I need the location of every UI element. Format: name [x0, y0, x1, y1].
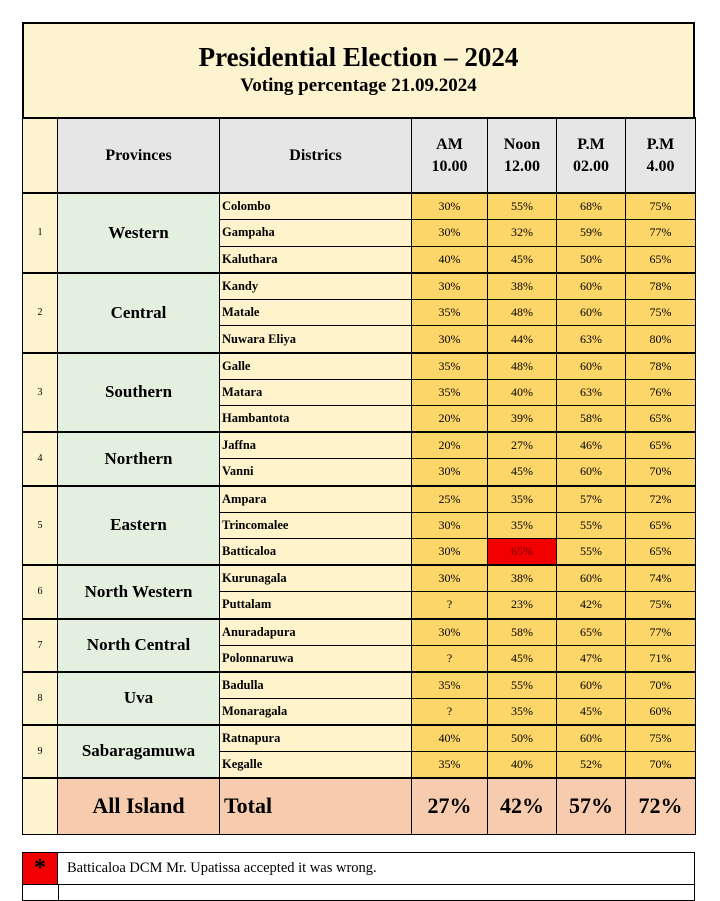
table-body [23, 193, 696, 778]
province-number: 7 [23, 619, 58, 672]
value-pm4: 76% [626, 379, 696, 406]
district-name: Galle [220, 353, 412, 380]
district-name: Jaffna [220, 432, 412, 459]
value-pm2: 60% [557, 299, 626, 326]
table-row [23, 353, 696, 380]
province-name: Uva [58, 672, 220, 725]
district-name: Kaluthara [220, 246, 412, 273]
value-noon: 48% [488, 353, 557, 380]
value-pm2: 52% [557, 751, 626, 778]
table-row [23, 273, 696, 300]
total-label: All Island [58, 778, 220, 834]
province-name: Northern [58, 432, 220, 485]
value-am: 35% [412, 379, 488, 406]
province-number: 9 [23, 725, 58, 778]
header-pm4-label: P.M [646, 135, 675, 153]
value-pm4: 77% [626, 619, 696, 646]
value-am: 30% [412, 326, 488, 353]
value-pm2: 59% [557, 220, 626, 247]
province-number: 2 [23, 273, 58, 353]
district-name: Badulla [220, 672, 412, 699]
total-am: 27% [412, 778, 488, 834]
header-noon-time: 12.00 [504, 157, 540, 175]
province-name: Sabaragamuwa [58, 725, 220, 778]
total-noon: 42% [488, 778, 557, 834]
province-name: Eastern [58, 486, 220, 566]
value-pm4: 72% [626, 486, 696, 513]
value-noon: 32% [488, 220, 557, 247]
value-noon: 45% [488, 459, 557, 486]
value-am: 30% [412, 565, 488, 592]
province-number: 3 [23, 353, 58, 433]
district-name: Puttalam [220, 592, 412, 619]
value-pm2: 42% [557, 592, 626, 619]
value-noon: 48% [488, 299, 557, 326]
asterisk-marker: * [23, 853, 58, 884]
province-number: 4 [23, 432, 58, 485]
value-am: ? [412, 592, 488, 619]
value-noon: 40% [488, 751, 557, 778]
total-number-cell [23, 778, 58, 834]
value-am: 30% [412, 220, 488, 247]
value-pm4: 75% [626, 592, 696, 619]
value-am: 30% [412, 539, 488, 566]
header-pm2 [557, 118, 626, 193]
district-name: Hambantota [220, 406, 412, 433]
province-number: 6 [23, 565, 58, 618]
value-noon: 35% [488, 486, 557, 513]
value-pm2: 65% [557, 619, 626, 646]
table-row [23, 193, 696, 220]
value-pm2: 47% [557, 645, 626, 672]
value-noon: 35% [488, 512, 557, 539]
table-row [23, 486, 696, 513]
table-row [23, 432, 696, 459]
table-header-row [23, 118, 696, 193]
value-pm4: 78% [626, 353, 696, 380]
value-am: 40% [412, 725, 488, 752]
value-am: 30% [412, 619, 488, 646]
header-pm4-time: 4.00 [646, 157, 675, 175]
page-subtitle: Voting percentage 21.09.2024 [240, 75, 477, 96]
value-noon: 55% [488, 193, 557, 220]
total-pm4: 72% [626, 778, 696, 834]
value-am: 35% [412, 299, 488, 326]
footnote-divider [23, 884, 694, 885]
footnote-column-divider [58, 885, 59, 901]
province-number: 8 [23, 672, 58, 725]
value-pm4: 65% [626, 539, 696, 566]
value-am: 30% [412, 273, 488, 300]
sheet-header [22, 22, 695, 117]
value-am: 30% [412, 512, 488, 539]
district-name: Vanni [220, 459, 412, 486]
value-am: 35% [412, 751, 488, 778]
election-sheet [22, 22, 695, 835]
district-name: Kurunagala [220, 565, 412, 592]
district-name: Matara [220, 379, 412, 406]
value-noon: 44% [488, 326, 557, 353]
province-number: 1 [23, 193, 58, 273]
value-am: 40% [412, 246, 488, 273]
header-pm4 [626, 118, 696, 193]
value-pm4: 77% [626, 220, 696, 247]
page-title: Presidential Election – 2024 [198, 42, 519, 72]
value-pm2: 63% [557, 326, 626, 353]
value-pm4: 75% [626, 193, 696, 220]
value-noon: 35% [488, 698, 557, 725]
value-pm2: 55% [557, 539, 626, 566]
district-name: Ampara [220, 486, 412, 513]
value-noon: 45% [488, 246, 557, 273]
district-name: Batticaloa [220, 539, 412, 566]
value-pm2: 68% [557, 193, 626, 220]
value-pm4: 65% [626, 432, 696, 459]
value-noon: 50% [488, 725, 557, 752]
value-pm4: 78% [626, 273, 696, 300]
value-pm4: 60% [626, 698, 696, 725]
header-am-label: AM [436, 135, 463, 153]
value-pm4: 74% [626, 565, 696, 592]
value-pm4: 70% [626, 751, 696, 778]
value-am: ? [412, 698, 488, 725]
district-name: Polonnaruwa [220, 645, 412, 672]
header-noon-label: Noon [503, 135, 541, 153]
value-pm2: 63% [557, 379, 626, 406]
value-pm4: 80% [626, 326, 696, 353]
table-row [23, 619, 696, 646]
value-am: ? [412, 645, 488, 672]
value-pm2: 50% [557, 246, 626, 273]
value-am: 30% [412, 459, 488, 486]
value-noon: 58% [488, 619, 557, 646]
district-name: Gampaha [220, 220, 412, 247]
header-noon [488, 118, 557, 193]
table-row [23, 725, 696, 752]
province-name: Western [58, 193, 220, 273]
district-name: Matale [220, 299, 412, 326]
value-pm2: 55% [557, 512, 626, 539]
value-pm4: 71% [626, 645, 696, 672]
table-row [23, 672, 696, 699]
footnote-box [22, 852, 695, 901]
district-name: Monaragala [220, 698, 412, 725]
footnote-text: Batticaloa DCM Mr. Upatissa accepted it was wrong. [67, 860, 377, 876]
district-name: Nuwara Eliya [220, 326, 412, 353]
header-pm2-label: P.M [577, 135, 605, 153]
header-pm2-time: 02.00 [573, 157, 609, 175]
province-name: Southern [58, 353, 220, 433]
value-am: 20% [412, 432, 488, 459]
value-pm4: 65% [626, 246, 696, 273]
table-row [23, 565, 696, 592]
district-name: Trincomalee [220, 512, 412, 539]
header-am [412, 118, 488, 193]
value-am: 35% [412, 353, 488, 380]
value-noon: 27% [488, 432, 557, 459]
value-am: 35% [412, 672, 488, 699]
district-name: Colombo [220, 193, 412, 220]
value-pm2: 60% [557, 459, 626, 486]
header-number-cell [23, 118, 58, 193]
value-noon: 23% [488, 592, 557, 619]
value-pm2: 60% [557, 565, 626, 592]
value-pm4: 70% [626, 459, 696, 486]
header-am-time: 10.00 [431, 157, 468, 175]
value-pm4: 65% [626, 512, 696, 539]
province-name: North Western [58, 565, 220, 618]
value-pm2: 60% [557, 672, 626, 699]
value-pm2: 60% [557, 273, 626, 300]
value-noon: 40% [488, 379, 557, 406]
value-pm4: 65% [626, 406, 696, 433]
header-provinces: Provinces [58, 118, 220, 193]
value-noon: 38% [488, 565, 557, 592]
district-name: Kandy [220, 273, 412, 300]
value-pm2: 45% [557, 698, 626, 725]
value-noon: 45% [488, 645, 557, 672]
district-name: Anuradapura [220, 619, 412, 646]
value-am: 25% [412, 486, 488, 513]
province-number: 5 [23, 486, 58, 566]
value-am: 30% [412, 193, 488, 220]
value-pm2: 58% [557, 406, 626, 433]
value-pm2: 46% [557, 432, 626, 459]
value-noon: 39% [488, 406, 557, 433]
value-pm4: 75% [626, 725, 696, 752]
province-name: Central [58, 273, 220, 353]
value-pm2: 60% [557, 353, 626, 380]
value-noon: 55% [488, 672, 557, 699]
district-name: Ratnapura [220, 725, 412, 752]
value-am: 20% [412, 406, 488, 433]
value-noon: 65% [488, 539, 557, 566]
value-pm2: 60% [557, 725, 626, 752]
header-districts: Districs [220, 118, 412, 193]
total-row [23, 778, 696, 834]
turnout-table [22, 117, 696, 835]
value-pm4: 70% [626, 672, 696, 699]
value-noon: 38% [488, 273, 557, 300]
total-pm2: 57% [557, 778, 626, 834]
total-text: Total [220, 778, 412, 834]
value-pm2: 57% [557, 486, 626, 513]
district-name: Kegalle [220, 751, 412, 778]
value-pm4: 75% [626, 299, 696, 326]
province-name: North Central [58, 619, 220, 672]
